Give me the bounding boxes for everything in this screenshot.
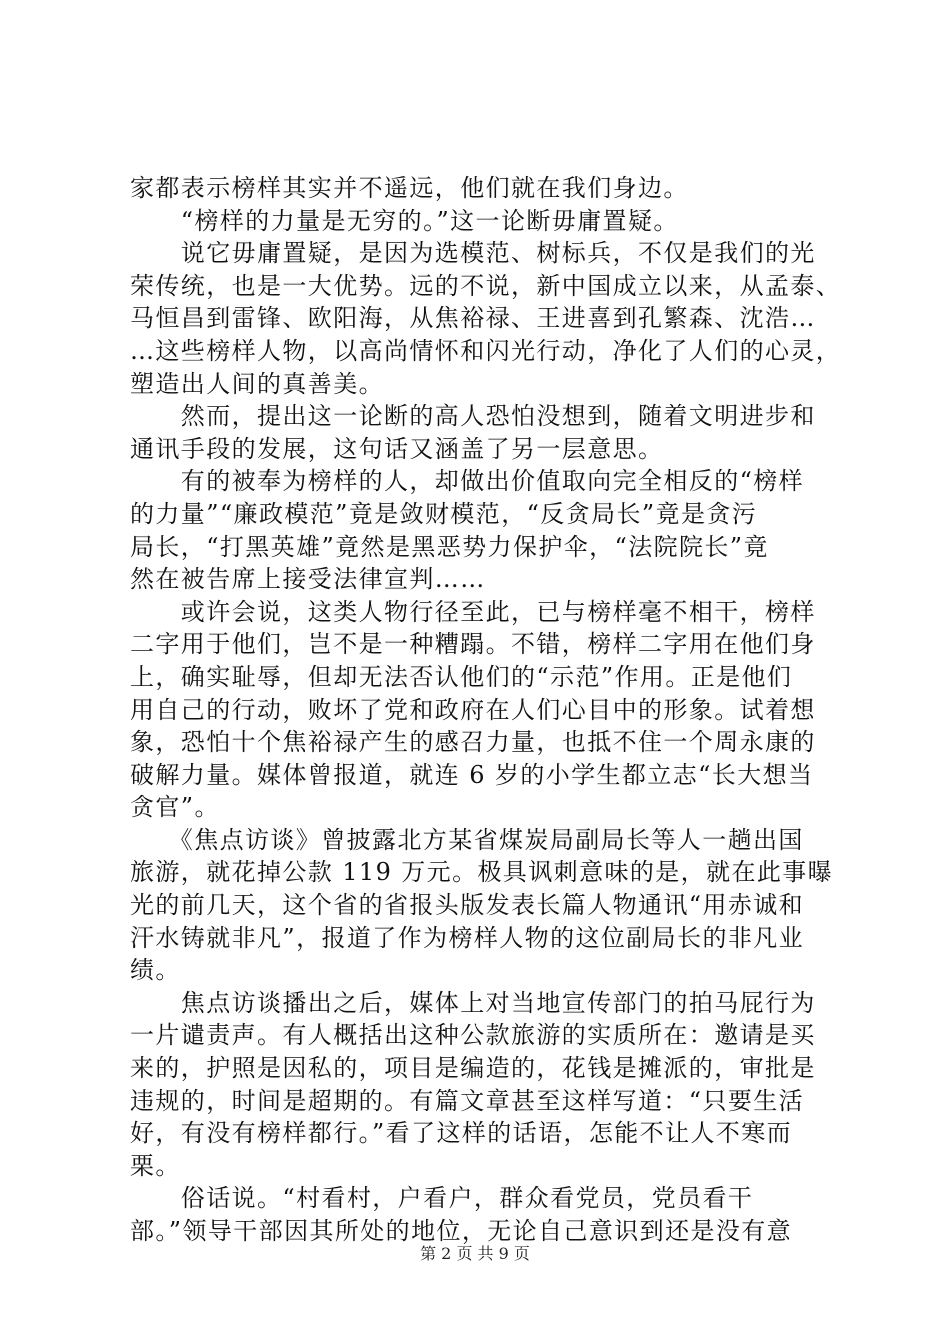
text-line: 然在被告席上接受法律宣判……: [130, 565, 486, 594]
text-line: 《焦点访谈》曾披露北方某省煤炭局副局长等人一趟出国: [130, 825, 804, 854]
text-line: 或许会说，这类人物行径至此，已与榜样毫不相干，榜样: [130, 597, 816, 626]
text-line: 违规的，时间是超期的。有篇文章甚至这样写道：“只要生活: [130, 1086, 805, 1115]
page-number-footer: 第 2 页 共 9 页: [420, 1244, 530, 1263]
text-line: 说它毋庸置疑，是因为选模范、树标兵，不仅是我们的光: [130, 239, 816, 268]
text-line: 栗。: [130, 1151, 181, 1180]
text-line: 部。”领导干部因其所处的地位，无论自己意识到还是没有意: [130, 1217, 793, 1245]
text-line: 上，确实耻辱，但却无法否认他们的“示范”作用。正是他们: [130, 662, 793, 691]
text-line: 的力量”“廉政模范”竟是敛财模范，“反贪局长”竟是贪污: [130, 499, 758, 528]
text-line: 来的，护照是因私的，项目是编造的，花钱是摊派的，审批是: [130, 1054, 816, 1083]
text-line: 有的被奉为榜样的人，却做出价值取向完全相反的“榜样: [130, 467, 805, 496]
text-line: 局长，“打黑英雄”竟然是黑恶势力保护伞，“法院院长”竟: [130, 532, 769, 561]
text-line: 破解力量。媒体曾报道，就连 6 岁的小学生都立志“长大想当: [130, 760, 814, 789]
document-body: [130, 172, 842, 1248]
text-line: 用自己的行动，败坏了党和政府在人们心目中的形象。试着想: [130, 695, 816, 724]
text-line: 旅游，就花掉公款 119 万元。极具讽刺意味的是，就在此事曝: [130, 858, 834, 887]
text-line: 汗水铸就非凡”，报道了作为榜样人物的这位副局长的非凡业: [130, 923, 805, 952]
text-line: 贪官”。: [130, 793, 220, 822]
text-line: 俗话说。“村看村，户看户，群众看党员，党员看干: [130, 1184, 754, 1213]
text-line: 焦点访谈播出之后，媒体上对当地宣传部门的拍马屁行为: [130, 988, 816, 1017]
text-line: 二字用于他们，岂不是一种糟蹋。不错，榜样二字用在他们身: [130, 630, 816, 659]
text-line: “榜样的力量是无穷的。”这一论断毋庸置疑。: [130, 206, 679, 235]
text-line: 好，有没有榜样都行。”看了这样的话语，怎能不让人不寒而: [130, 1119, 793, 1148]
text-line: 象，恐怕十个焦裕禄产生的感召力量，也抵不住一个周永康的: [130, 728, 816, 757]
text-line: 塑造出人间的真善美。: [130, 369, 384, 398]
text-line: 然而，提出这一论断的高人恐怕没想到，随着文明进步和: [130, 402, 816, 431]
text-line: 光的前几天，这个省的省报头版发表长篇人物通讯“用赤诚和: [130, 891, 805, 920]
text-line: 通讯手段的发展，这句话又涵盖了另一层意思。: [130, 434, 664, 463]
text-line: …这些榜样人物，以高尚情怀和闪光行动，净化了人们的心灵，: [130, 336, 842, 365]
text-line: 家都表示榜样其实并不遥远，他们就在我们身边。: [130, 174, 689, 202]
text-line: 马恒昌到雷锋、欧阳海，从焦裕禄、王进喜到孔繁森、沈浩…: [130, 304, 816, 333]
text-line: 一片谴责声。有人概括出这种公款旅游的实质所在：邀请是买: [130, 1021, 816, 1050]
text-line: 荣传统，也是一大优势。远的不说，新中国成立以来，从孟泰、: [130, 271, 842, 300]
text-line: 绩。: [130, 956, 181, 985]
